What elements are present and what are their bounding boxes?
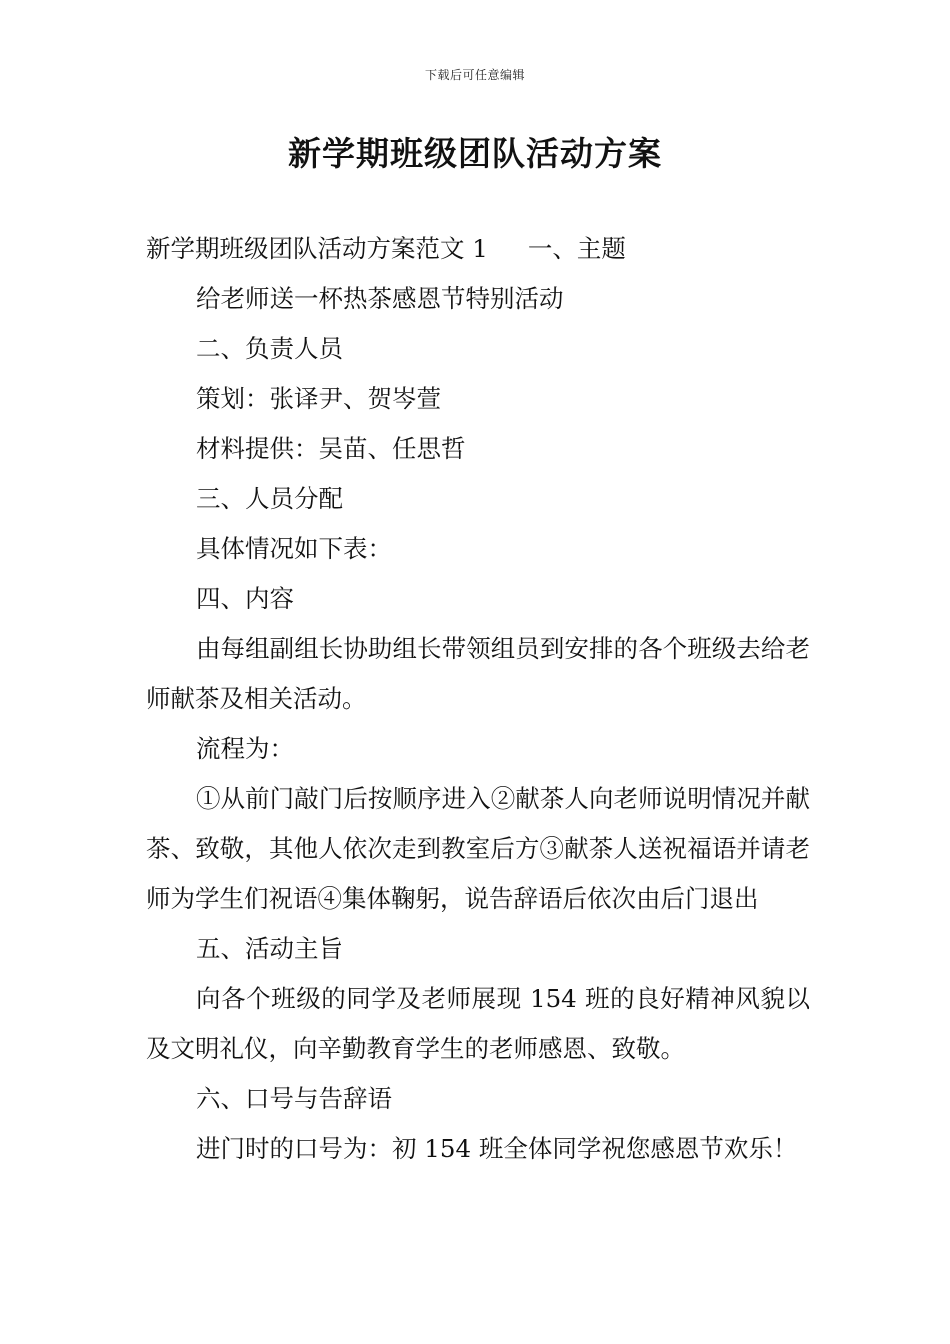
section-five-heading: 五、活动主旨 <box>196 934 343 963</box>
process-paragraph: ①从前门敲门后按顺序进入②献茶人向老师说明情况并献茶、致敬，其他人依次走到教室后方③献茶人送祝福语并请老师为学生们祝语④集体鞠躬，说告辞语后依次由后门退出 <box>146 784 810 913</box>
document-body <box>146 224 810 1174</box>
doc-label: 新学期班级团队活动方案范文 1 <box>146 234 488 263</box>
document-title: 新学期班级团队活动方案 <box>288 134 662 173</box>
planner-line: 策划：张译尹、贺岑萱 <box>196 384 441 413</box>
process-label: 流程为： <box>196 734 294 763</box>
section-four-heading: 四、内容 <box>196 584 294 613</box>
first-line <box>146 224 810 274</box>
theme-text: 给老师送一杯热茶感恩节特别活动 <box>196 284 564 313</box>
table-reference-line: 具体情况如下表： <box>196 534 392 563</box>
header-note: 下载后可任意编辑 <box>424 68 525 82</box>
section-six-heading: 六、口号与告辞语 <box>196 1084 392 1113</box>
materials-line: 材料提供：吴苗、任思哲 <box>196 434 466 463</box>
slogan-line: 进门时的口号为：初 154 班全体同学祝您感恩节欢乐！ <box>196 1134 798 1163</box>
section-three-heading: 三、人员分配 <box>196 484 343 513</box>
content-paragraph: 由每组副组长协助组长带领组员到安排的各个班级去给老师献茶及相关活动。 <box>146 634 810 713</box>
section-one-heading: 一、主题 <box>527 234 626 263</box>
section-two-heading: 二、负责人员 <box>196 334 343 363</box>
purpose-paragraph: 向各个班级的同学及老师展现 154 班的良好精神风貌以及文明礼仪，向辛勤教育学生的老师感恩、致敬。 <box>146 984 810 1063</box>
